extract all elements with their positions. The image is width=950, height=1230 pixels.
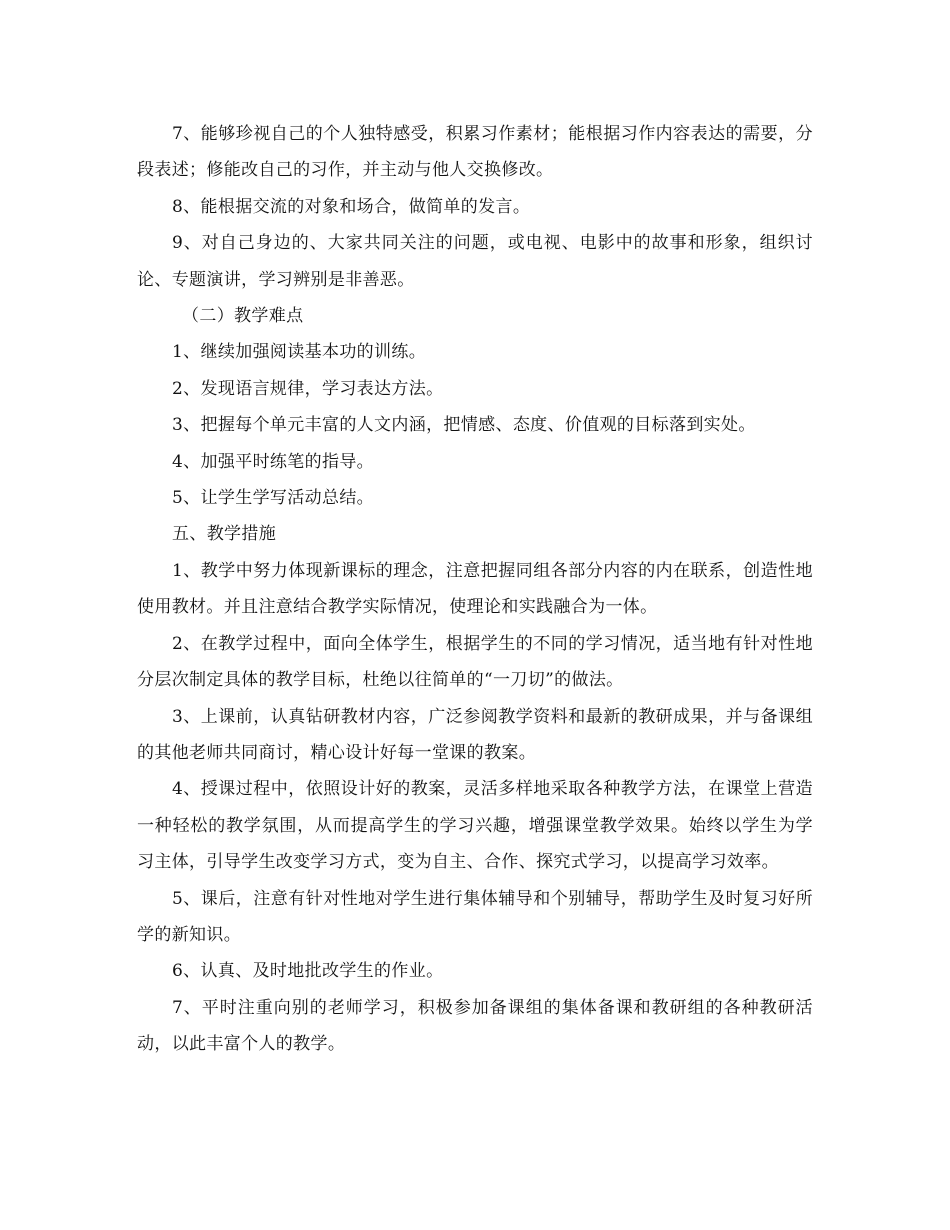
paragraph-goal-9: 9、对自己身边的、大家共同关注的问题，或电视、电影中的故事和形象，组织讨论、专题演讲，学习辨别是非善恶。 xyxy=(137,233,813,290)
paragraph-difficulty-3: 3、把握每个单元丰富的人文内涵，把情感、态度、价值观的目标落到实处。 xyxy=(172,415,756,436)
paragraph-measure-6: 6、认真、及时地批改学生的作业。 xyxy=(172,961,444,982)
paragraph-goal-8: 8、能根据交流的对象和场合，做简单的发言。 xyxy=(172,196,531,217)
section-heading-teaching-difficulties: （二）教学难点 xyxy=(182,306,304,327)
document-body xyxy=(137,116,813,1063)
paragraph-difficulty-1: 1、继续加强阅读基本功的训练。 xyxy=(172,342,427,363)
paragraph-difficulty-4: 4、加强平时练笔的指导。 xyxy=(172,451,375,472)
paragraph-measure-1: 1、教学中努力体现新课标的理念，注意把握同组各部分内容的内在联系，创造性地使用教材。并且注意结合教学实际情况，使理论和实践融合为一体。 xyxy=(137,560,813,618)
paragraph-goal-7: 7、能够珍视自己的个人独特感受，积累习作素材；能根据习作内容表达的需要，分段表述；修能改自己的习作，并主动与他人交换修改。 xyxy=(137,124,813,181)
paragraph-measure-7: 7、平时注重向别的老师学习，积极参加备课组的集体备课和教研组的各种教研活动，以此丰富个人的教学。 xyxy=(137,997,813,1055)
paragraph-measure-2: 2、在教学过程中，面向全体学生，根据学生的不同的学习情况，适当地有针对性地分层次制定具体的教学目标，杜绝以往简单的“一刀切”的做法。 xyxy=(137,633,813,691)
paragraph-measure-3: 3、上课前，认真钻研教材内容，广泛参阅教学资料和最新的教研成果，并与备课组的其他老师共同商讨，精心设计好每一堂课的教案。 xyxy=(137,706,813,763)
paragraph-measure-4: 4、授课过程中，依照设计好的教案，灵活多样地采取各种教学方法，在课堂上营造一种轻松的教学氛围，从而提高学生的学习兴趣，增强课堂教学效果。始终以学生为学习主体，引导学生改变学习方式，变为自主、合作、探究式学习，以提高学习效率。 xyxy=(137,779,813,873)
paragraph-difficulty-2: 2、发现语言规律，学习表达方法。 xyxy=(172,378,444,399)
section-heading-teaching-measures: 五、教学措施 xyxy=(172,524,277,545)
paragraph-difficulty-5: 5、让学生学写活动总结。 xyxy=(172,488,375,509)
paragraph-measure-5: 5、课后，注意有针对性地对学生进行集体辅导和个别辅导，帮助学生及时复习好所学的新知识。 xyxy=(137,888,813,945)
